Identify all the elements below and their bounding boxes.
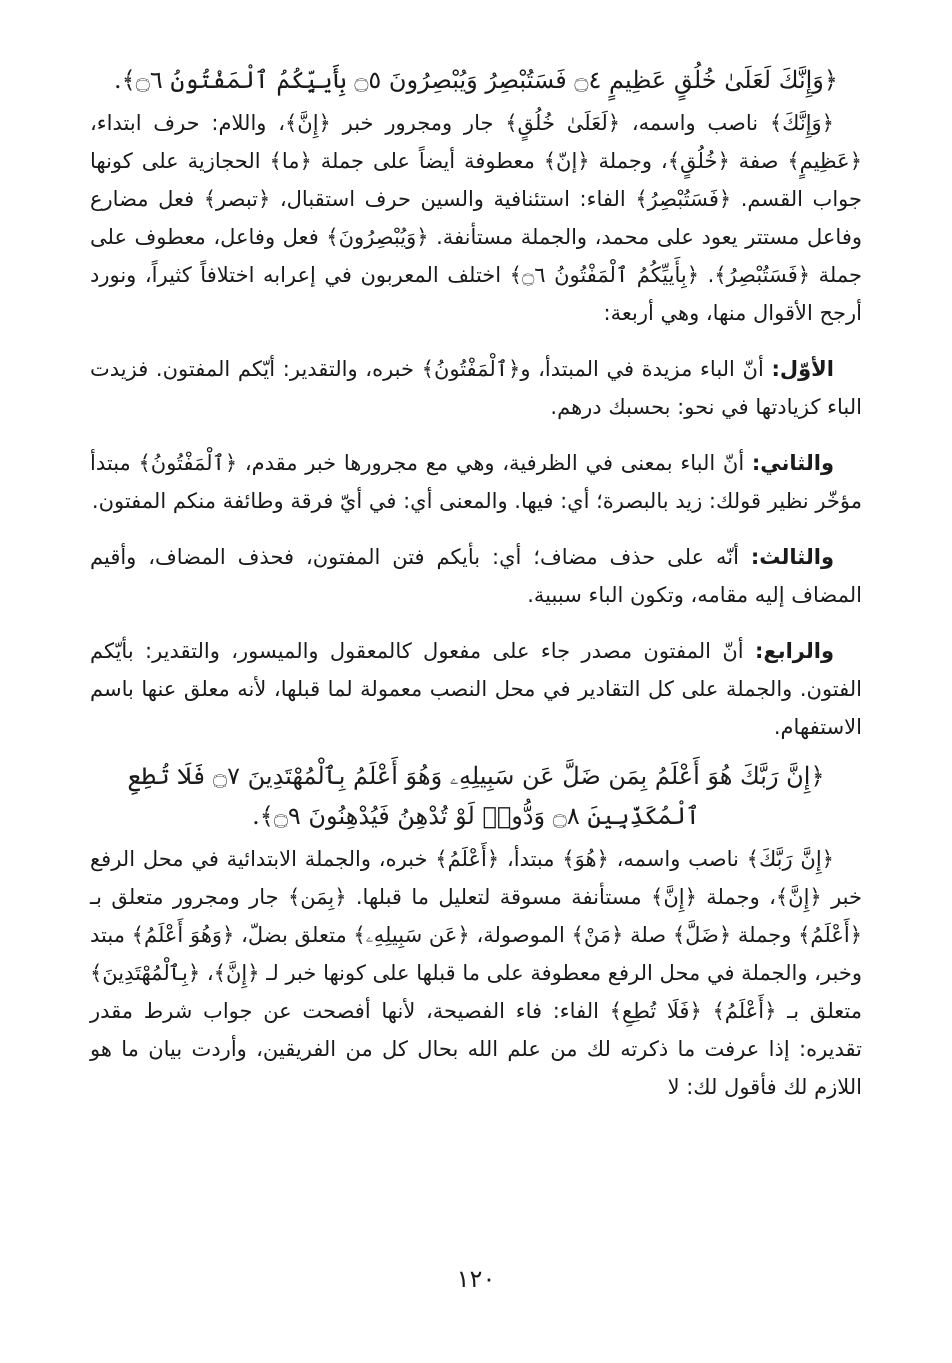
third-lead: والثالث: [750,545,834,569]
paragraph-first-opinion [90,350,862,426]
paragraph-second-opinion [90,444,862,520]
paragraph-analysis-1: ﴿وَإِنَّكَ﴾ ناصب واسمه، ﴿لَعَلَىٰ خُلُقٍ﴾ جار ومجرور خبر ﴿إِنَّ﴾، واللام: حرف ابتداء، ﴿عَظِيمٍ﴾ صفة ﴿خُلُقٍ﴾، وجملة ﴿إنّ﴾ معطوفة أيضاً على جملة ﴿ما﴾ الحجازية على كونها جواب القسم. ﴿فَسَتُبْصِرُ﴾ الفاء: استئنافية والسين حرف استقبال، ﴿تبصر﴾ فعل مضارع وفاعل مستتر يعود على محمد، والجملة مستأنفة. ﴿وَيُبْصِرُونَ﴾ فعل وفاعل، معطوف على جملة ﴿فَسَتُبْصِرُ﴾. ﴿بِأَييِّكُمُ ٱلْمَفْتُونُ ۝٦﴾ اختلف المعربون في إعرابه اختلافاً كثيراً، ونورد أرجح الأقوال منها، وهي أربعة: [90,111,862,325]
paragraph-fourth-opinion [90,632,862,746]
second-lead: والثاني: [751,451,834,475]
quran-verse-2: ﴿إِنَّ رَبَّكَ هُوَ أَعْلَمُ بِمَن ضَلَّ عَن سَبِيلِهِۦ وَهُوَ أَعْلَمُ بِٱلْمُهْتَدِينَ ۝٧ فَلَا تُطِعِ ٱلْمُكَذِّبِينَ ۝٨ وَدُّوا۟ لَوْ تُدْهِنُ فَيُدْهِنُونَ ۝٩﴾. [127,762,825,830]
fourth-lead: والرابع: [754,639,834,663]
quran-verse-1: ﴿وَإِنَّكَ لَعَلَىٰ خُلُقٍ عَظِيمٍ ۝٤ فَسَتُبْصِرُ وَيُبْصِرُونَ ۝٥ بِأَييِّكُمُ ٱلْمَفْتُونُ ۝٦﴾. [114,66,838,94]
paragraph-analysis-2: ﴿إِنَّ رَبَّكَ﴾ ناصب واسمه، ﴿هُوَ﴾ مبتدأ، ﴿أَعْلَمُ﴾ خبره، والجملة الابتدائية في محل الرفع خبر ﴿إِنَّ﴾، وجملة ﴿إِنَّ﴾ مستأنفة مسوقة لتعليل ما قبلها. ﴿بِمَن﴾ جار ومجرور متعلق بـ ﴿أَعْلَمُ﴾ وجملة ﴿ضَلَّ﴾ صلة ﴿مَنْ﴾ الموصولة، ﴿عَن سَبِيلِهِۦ﴾ متعلق بضلّ، ﴿وَهُوَ أَعْلَمُ﴾ مبتد وخبر، والجملة في محل الرفع معطوفة على ما قبلها على كونها خبر لـ ﴿إِنَّ﴾، ﴿بِٱلْمُهْتَدِينَ﴾ متعلق بـ ﴿أَعْلَمُ﴾ ﴿فَلَا تُطِعِ﴾ الفاء: فاء الفصيحة، لأنها أفصحت عن جواب شرط مقدر تقديره: إذا عرفت ما ذكرته لك من علم الله بحال كل من الفريقين، وأردت بيان ما هو اللازم لك فأقول لك: لا [90,847,862,1099]
fourth-text: أنّ المفتون مصدر جاء على مفعول كالمعقول والميسور، والتقدير: بأيّكم الفتون. والجملة على كل التقادير في محل النصب معمولة لما قبلها، لأنه معلق عنها باسم الاستفهام. [90,639,862,739]
third-text: أنّه على حذف مضاف؛ أي: بأيكم فتن المفتون، فحذف المضاف، وأقيم المضاف إليه مقامه، وتكون الباء سببية. [90,545,862,607]
page-number: ١٢٠ [456,1265,496,1293]
second-text: أنّ الباء بمعنى في الظرفية، وهي مع مجرورها خبر مقدم، ﴿ٱلْمَفْتُونُ﴾ مبتدأ مؤخّر نظير قولك: زيد بالبصرة؛ أي: فيها. والمعنى أي: في أيّ فرقة وطائفة منكم المفتون. [90,451,862,513]
paragraph-third-opinion [90,538,862,614]
first-text: أنّ الباء مزيدة في المبتدأ، و﴿ٱلْمَفْتُونُ﴾ خبره، والتقدير: أيّكم المفتون. فزيدت الباء كزيادتها في نحو: بحسبك درهم. [90,357,862,419]
first-lead: الأوّل: [771,357,834,381]
